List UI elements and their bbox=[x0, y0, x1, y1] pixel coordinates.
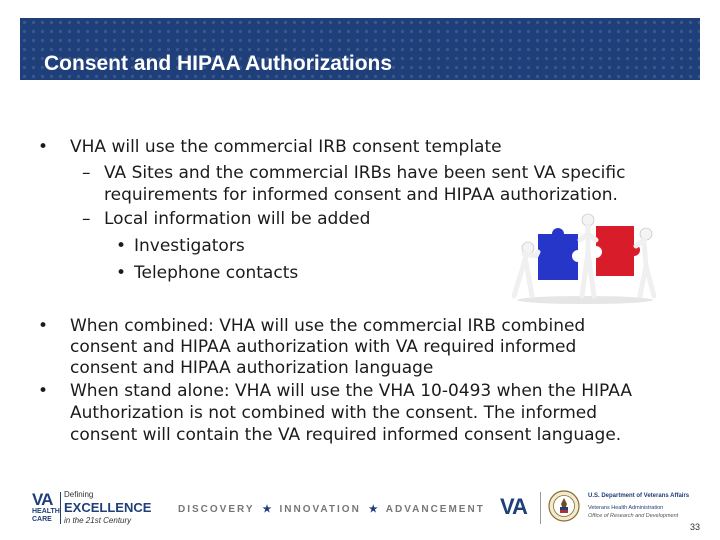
bullet-3-line-2: Authorization is not combined with the consent. The informed bbox=[70, 403, 598, 423]
vha-name: Veterans Health Administration bbox=[588, 505, 664, 511]
bullet-dot-icon: • bbox=[116, 236, 127, 256]
dash-icon: – bbox=[82, 209, 91, 229]
dash-icon: – bbox=[82, 163, 91, 183]
bullet-3-line-3: consent will contain the VA required informed consent language. bbox=[70, 425, 622, 445]
logo-va-text: VA bbox=[32, 490, 53, 509]
star-icon: ★ bbox=[368, 504, 378, 515]
logo-care-text: CARE bbox=[32, 516, 52, 523]
tagline-advancement: ADVANCEMENT bbox=[385, 504, 485, 515]
sub-sub-bullet-investigators: Investigators bbox=[134, 236, 245, 256]
bullet-2-line-3: consent and HIPAA authorization language bbox=[70, 358, 434, 378]
ord-name: Office of Research and Development bbox=[588, 513, 679, 519]
bullet-2-line-2: consent and HIPAA authorization with VA required informed bbox=[70, 337, 577, 357]
tagline-discovery: DISCOVERY bbox=[178, 504, 255, 515]
bullet-dot-icon: • bbox=[38, 381, 49, 401]
va-health-care-logo bbox=[32, 490, 152, 526]
bullet-1-text: VHA will use the commercial IRB consent template bbox=[70, 137, 502, 157]
logo-health-text: HEALTH bbox=[32, 508, 60, 515]
bullet-dot-icon: • bbox=[116, 263, 127, 283]
bullet-2-line-1: When combined: VHA will use the commercial IRB combined bbox=[70, 316, 586, 336]
va-seal-icon bbox=[548, 490, 580, 522]
va-mark: VA bbox=[500, 494, 527, 519]
footer-divider bbox=[540, 492, 541, 524]
sub-sub-bullet-telephone: Telephone contacts bbox=[134, 263, 299, 283]
bullet-dot-icon: • bbox=[38, 137, 49, 157]
sub-bullet-1-line-2: requirements for informed consent and HIPAA authorization. bbox=[104, 185, 618, 205]
dept-name: U.S. Department of Veterans Affairs bbox=[588, 493, 690, 499]
page-number: 33 bbox=[690, 522, 701, 532]
puzzle-figures-image bbox=[510, 212, 660, 304]
sub-bullet-2-text: Local information will be added bbox=[104, 209, 371, 229]
slide-title: Consent and HIPAA Authorizations bbox=[44, 52, 393, 75]
tagline-innovation: INNOVATION bbox=[279, 504, 361, 515]
logo-divider bbox=[60, 492, 61, 524]
star-icon: ★ bbox=[262, 504, 272, 515]
logo-century-text: in the 21st Century bbox=[64, 516, 132, 525]
bullet-dot-icon: • bbox=[38, 316, 49, 336]
logo-defining-text: Defining bbox=[64, 490, 94, 499]
sub-bullet-1-line-1: VA Sites and the commercial IRBs have been sent VA specific bbox=[104, 163, 626, 183]
footer-tagline bbox=[178, 504, 485, 515]
bullet-3-line-1: When stand alone: VHA will use the VHA 10-0493 when the HIPAA bbox=[70, 381, 632, 401]
logo-excellence-text: EXCELLENCE bbox=[64, 500, 152, 515]
